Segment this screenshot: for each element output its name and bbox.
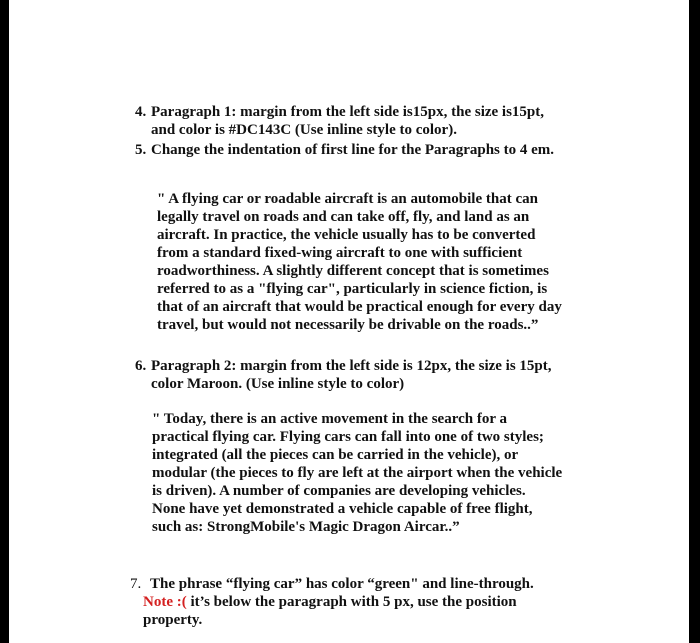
list-item-5	[135, 141, 655, 159]
list-item-7-body	[143, 575, 670, 629]
document-page	[9, 0, 689, 643]
left-black-border	[0, 0, 9, 643]
list-item-4-text: Paragraph 1: margin from the left side is15px, the size is15pt, and color is #DC143C (Use inline style to color).	[151, 104, 545, 138]
list-item-4	[135, 103, 655, 139]
right-black-border	[689, 0, 700, 643]
list-item-7-note-line	[143, 593, 670, 611]
list-item-7-line-3: property.	[143, 612, 203, 628]
list-item-6-number: 6.	[135, 358, 147, 374]
list-item-6	[135, 357, 655, 393]
note-label: Note :(	[143, 594, 187, 610]
list-item-6-text: Paragraph 2: margin from the left side is 12px, the size is 15pt, color Maroon. (Use inline style to color)	[151, 358, 552, 392]
list-item-7-line-1: The phrase “flying car” has color “green" and line-through.	[150, 576, 534, 592]
list-item-7-number: 7.	[130, 576, 142, 592]
quote-paragraph-2: " Today, there is an active movement in the search for a practical flying car. Flying cars can fall into one of two styles; integrated (all the pieces can be carried in the vehicle), or modular (the pieces to fly are left at the airport when the vehicle is driven). A number of companies are developing vehicles. None have yet demonstrated a vehicle capable of free flight, such as: StrongMobile's Magic Dragon Aircar..”	[152, 411, 563, 535]
note-text: it’s below the paragraph with 5 px, use the position	[186, 594, 517, 610]
quote-paragraph-1: " A flying car or roadable aircraft is an automobile that can legally travel on roads and can take off, fly, and land as an aircraft. In practice, the vehicle usually has to be converted from a standard fixed-wing aircraft to one with sufficient roadworthiness. A slightly different concept that is sometimes referred to as a "flying car", particularly in science fiction, is that of an aircraft that would be practical enough for every day travel, but would not necessarily be drivable on the roads..”	[157, 191, 562, 333]
list-item-5-number: 5.	[135, 142, 147, 158]
list-item-5-text: Change the indentation of first line for the Paragraphs to 4 em.	[151, 142, 555, 158]
list-item-7	[130, 575, 670, 629]
list-item-4-number: 4.	[135, 104, 147, 120]
